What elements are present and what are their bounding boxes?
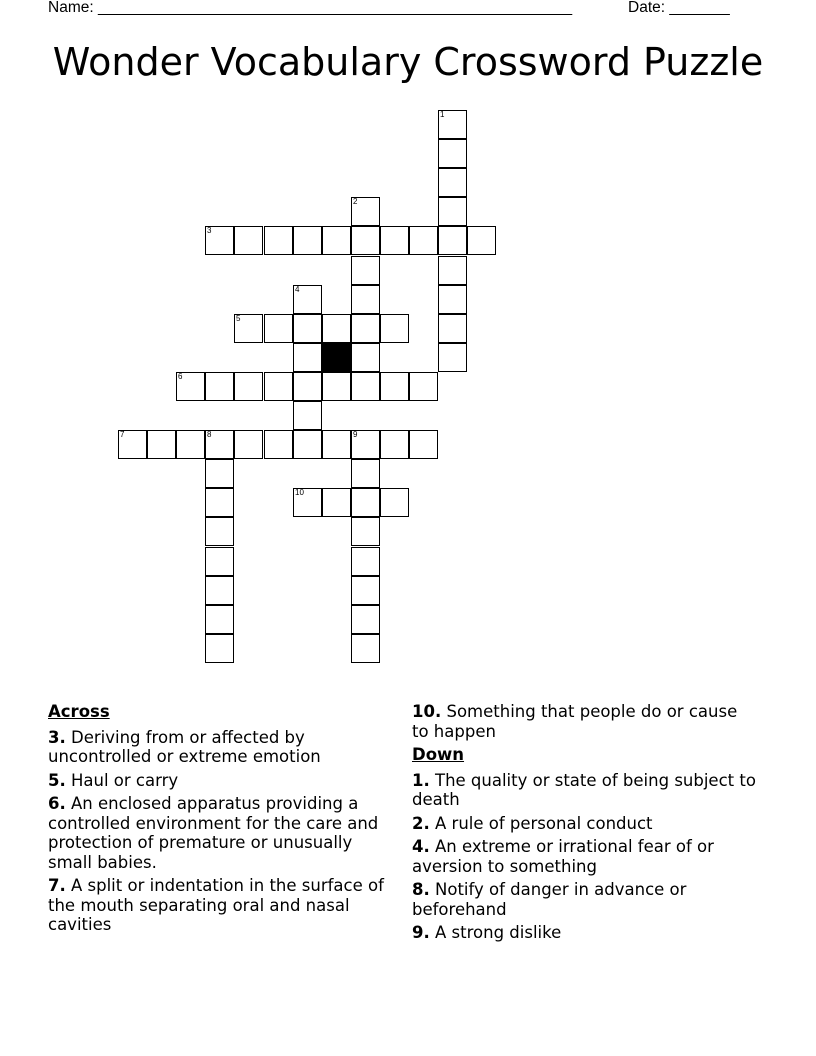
answer-square[interactable] — [147, 430, 176, 459]
clue-text: Something that people do or cause to happen — [412, 702, 738, 741]
clue-number-label: 2 — [353, 197, 358, 206]
across-clue-5 — [48, 771, 393, 791]
answer-square[interactable] — [351, 285, 380, 314]
answer-square[interactable] — [205, 634, 234, 663]
across-heading: Across — [48, 702, 110, 721]
across-clue-6 — [48, 794, 393, 872]
answer-square[interactable] — [293, 226, 322, 255]
clue-number-label: 9 — [353, 430, 358, 439]
clue-number-label: 6 — [178, 372, 183, 381]
clue-number-label: 3 — [207, 226, 212, 235]
answer-square[interactable] — [438, 168, 467, 197]
answer-square[interactable] — [438, 285, 467, 314]
answer-square[interactable] — [205, 547, 234, 576]
clue-number: 3. — [48, 727, 66, 747]
answer-square[interactable] — [205, 576, 234, 605]
answer-square[interactable] — [409, 372, 438, 401]
answer-square[interactable] — [351, 430, 380, 459]
answer-square[interactable] — [176, 372, 205, 401]
answer-square[interactable] — [351, 343, 380, 372]
answer-square[interactable] — [176, 430, 205, 459]
answer-square[interactable] — [409, 226, 438, 255]
answer-square[interactable] — [234, 226, 263, 255]
answer-square[interactable] — [205, 372, 234, 401]
answer-square[interactable] — [380, 372, 409, 401]
clue-number-label: 10 — [295, 488, 304, 497]
answer-square[interactable] — [205, 488, 234, 517]
clue-text: A strong dislike — [435, 923, 562, 942]
puzzle-title: Wonder Vocabulary Crossword Puzzle — [52, 40, 764, 84]
clue-number-label: 8 — [207, 430, 212, 439]
clue-number: 9. — [412, 923, 430, 942]
answer-square[interactable] — [118, 430, 147, 459]
clue-number-label: 5 — [236, 314, 241, 323]
answer-square[interactable] — [438, 197, 467, 226]
answer-square[interactable] — [264, 314, 293, 343]
answer-square[interactable] — [351, 256, 380, 285]
answer-square[interactable] — [351, 576, 380, 605]
answer-square[interactable] — [322, 314, 351, 343]
answer-square[interactable] — [438, 139, 467, 168]
answer-square[interactable] — [409, 430, 438, 459]
answer-square[interactable] — [467, 226, 496, 255]
answer-square[interactable] — [293, 285, 322, 314]
down-clue-2 — [412, 814, 757, 834]
clue-number: 6. — [48, 794, 66, 813]
clue-number: 5. — [48, 770, 66, 790]
answer-square[interactable] — [438, 110, 467, 139]
answer-square[interactable] — [234, 430, 263, 459]
clue-number: 1. — [412, 770, 430, 790]
answer-square[interactable] — [264, 226, 293, 255]
answer-square[interactable] — [351, 634, 380, 663]
clue-number-label: 7 — [120, 430, 125, 439]
answer-square[interactable] — [351, 197, 380, 226]
across-clue-3 — [48, 728, 393, 767]
across-clue-10 — [412, 702, 757, 741]
answer-square[interactable] — [234, 314, 263, 343]
clue-text: Deriving from or affected by uncontrolled or extreme emotion — [48, 727, 321, 766]
answer-square[interactable] — [264, 372, 293, 401]
answer-square[interactable] — [322, 430, 351, 459]
answer-square[interactable] — [205, 226, 234, 255]
answer-square[interactable] — [438, 256, 467, 285]
answer-square[interactable] — [380, 226, 409, 255]
answer-square[interactable] — [234, 372, 263, 401]
answer-square[interactable] — [322, 226, 351, 255]
clue-text: A split or indentation in the surface of the mouth separating oral and nasal cavities — [48, 876, 384, 934]
clue-text: An extreme or irrational fear of or aversion to something — [412, 837, 714, 876]
answer-square[interactable] — [351, 314, 380, 343]
clue-number: 10. — [412, 702, 442, 721]
answer-square[interactable] — [293, 372, 322, 401]
answer-square[interactable] — [322, 488, 351, 517]
answer-square[interactable] — [351, 517, 380, 546]
answer-square[interactable] — [205, 430, 234, 459]
answer-square[interactable] — [322, 372, 351, 401]
answer-square[interactable] — [438, 226, 467, 255]
down-clue-8 — [412, 880, 757, 919]
across-clue-7 — [48, 876, 393, 935]
down-clue-9 — [412, 923, 757, 943]
answer-square[interactable] — [205, 459, 234, 488]
answer-square[interactable] — [293, 314, 322, 343]
answer-square[interactable] — [351, 547, 380, 576]
down-heading: Down — [412, 745, 465, 764]
clue-number: 7. — [48, 876, 66, 895]
clue-number: 4. — [412, 837, 430, 856]
answer-square[interactable] — [293, 401, 322, 430]
answer-square[interactable] — [293, 430, 322, 459]
clue-text: The quality or state of being subject to death — [412, 770, 756, 809]
answer-square[interactable] — [380, 488, 409, 517]
clue-number: 2. — [412, 813, 430, 833]
clue-text: An enclosed apparatus providing a controlled environment for the care and protection of premature or unusually small babies. — [48, 794, 379, 872]
clue-number-label: 1 — [440, 110, 445, 119]
clues-column-left — [48, 702, 393, 939]
clue-text: Haul or carry — [71, 770, 179, 790]
answer-square[interactable] — [438, 343, 467, 372]
answer-square[interactable] — [351, 226, 380, 255]
blocked-square — [322, 343, 351, 372]
down-clue-4 — [412, 837, 757, 876]
answer-square[interactable] — [293, 343, 322, 372]
answer-square[interactable] — [380, 430, 409, 459]
answer-square[interactable] — [351, 372, 380, 401]
answer-square[interactable] — [293, 488, 322, 517]
answer-square[interactable] — [438, 314, 467, 343]
clue-number: 8. — [412, 880, 430, 899]
name-field-label: Name: _______________________________________________________ — [48, 0, 573, 16]
clue-text: A rule of personal conduct — [435, 813, 653, 833]
clue-text: Notify of danger in advance or beforehand — [412, 880, 687, 919]
date-field-label: Date: _______ — [628, 0, 730, 16]
answer-square[interactable] — [264, 430, 293, 459]
answer-square[interactable] — [351, 459, 380, 488]
down-clue-1 — [412, 771, 757, 810]
answer-square[interactable] — [351, 488, 380, 517]
answer-square[interactable] — [205, 517, 234, 546]
clues-column-right — [412, 702, 757, 947]
answer-square[interactable] — [351, 605, 380, 634]
clue-number-label: 4 — [295, 285, 300, 294]
answer-square[interactable] — [205, 605, 234, 634]
answer-square[interactable] — [380, 314, 409, 343]
